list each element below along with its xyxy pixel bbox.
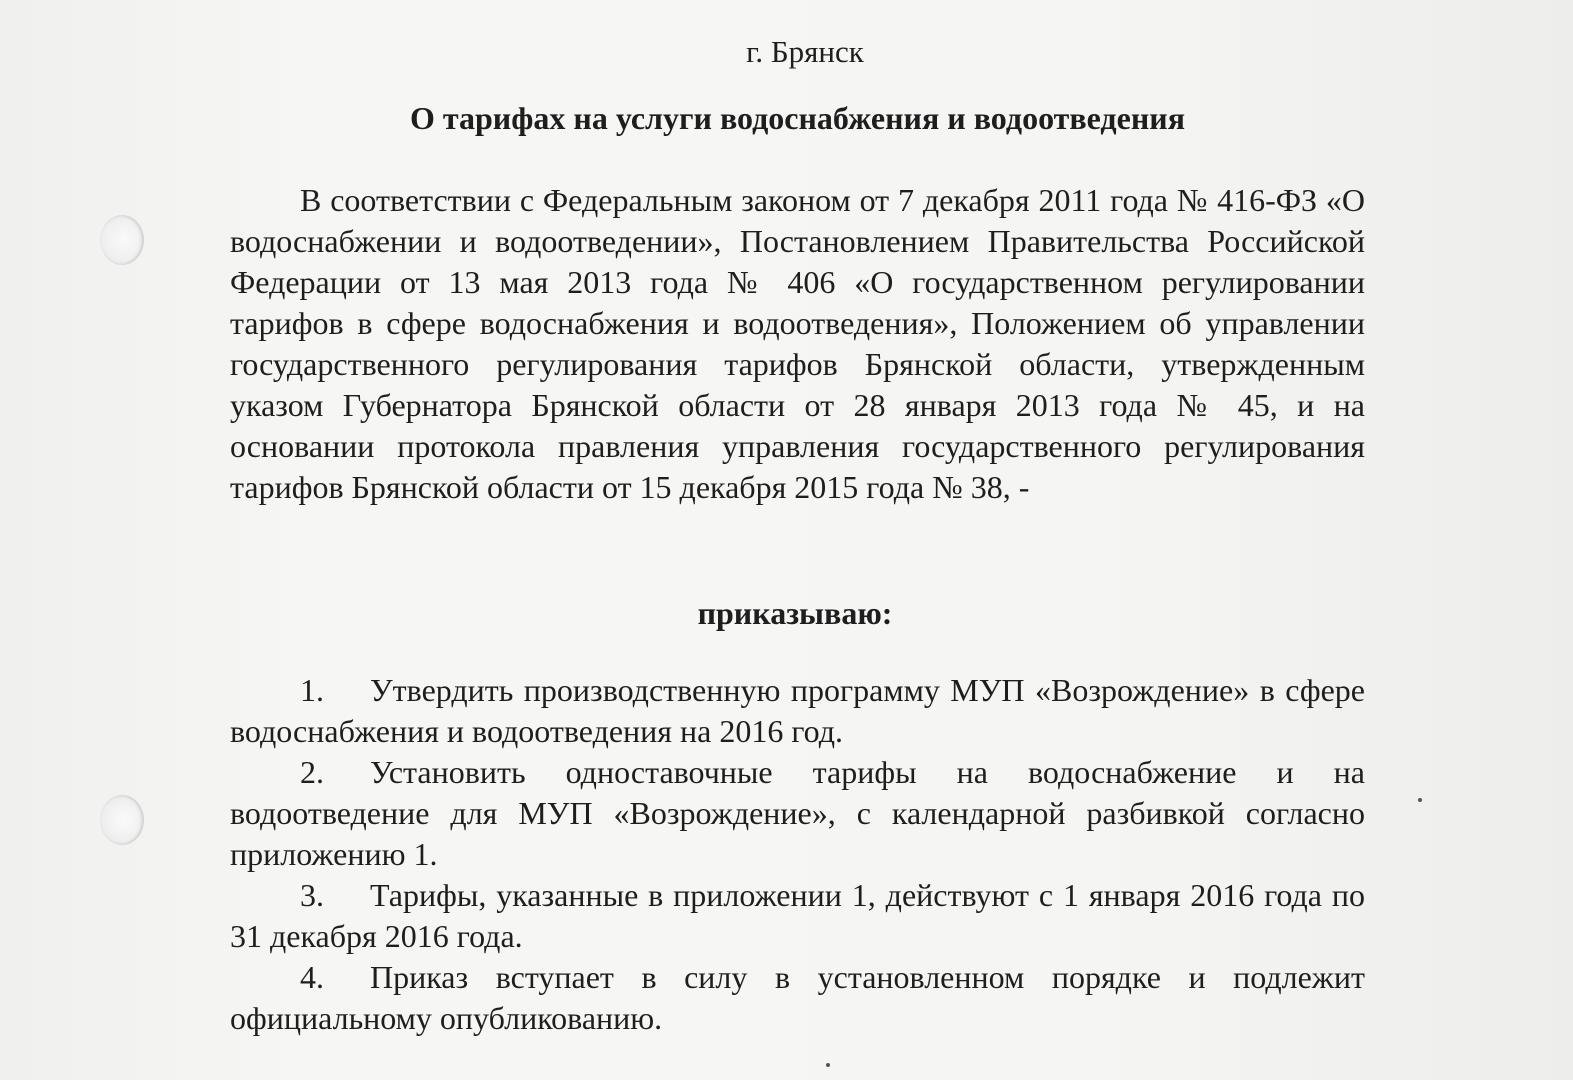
paper-speck xyxy=(826,1063,830,1067)
document-title: О тарифах на услуги водоснабжения и водоотведения xyxy=(410,100,1185,136)
order-item-text: Тарифы, указанные в приложении 1, действуют с 1 января 2016 года по 31 декабря 2016 года. xyxy=(230,877,1365,954)
order-item-text: Утвердить производственную программу МУП «Возрождение» в сфере водоснабжения и водоотведения на 2016 год. xyxy=(230,672,1365,749)
order-word: приказываю: xyxy=(697,595,893,631)
order-item xyxy=(230,957,1365,1039)
order-item xyxy=(230,670,1365,752)
punch-hole xyxy=(100,795,144,845)
order-item-text: Приказ вступает в силу в установленном порядке и подлежит официальному опубликованию. xyxy=(230,959,1365,1036)
document-preamble: В соответствии с Федеральным законом от 7 декабря 2011 года № 416-ФЗ «О водоснабжении и водоотведении», Постановлением Правительства Российской Федерации от 13 мая 2013 года № 406 «О государственном регулировании тарифов в сфере водоснабжения и водоотведения», Положением об управлении государственного регулирования тарифов Брянской области, утвержденным указом Губернатора Брянской области от 28 января 2013 года № 45, и на основании протокола правления управления государственного регулирования тарифов Брянской области от 15 декабря 2015 года № 38, - xyxy=(230,182,1365,505)
document-city: г. Брянск xyxy=(746,34,864,69)
order-item-number: 3. xyxy=(300,877,324,913)
order-items-list xyxy=(230,670,1365,1039)
order-item-number: 4. xyxy=(300,959,324,995)
order-item-number: 1. xyxy=(300,672,324,708)
order-item xyxy=(230,752,1365,875)
order-item-number: 2. xyxy=(300,754,324,790)
order-item-text: Установить одноставочные тарифы на водоснабжение и на водоотведение для МУП «Возрождение», с календарной разбивкой согласно приложению 1. xyxy=(230,754,1365,872)
punch-hole xyxy=(100,215,144,265)
paper-speck xyxy=(1418,798,1422,802)
order-item xyxy=(230,875,1365,957)
